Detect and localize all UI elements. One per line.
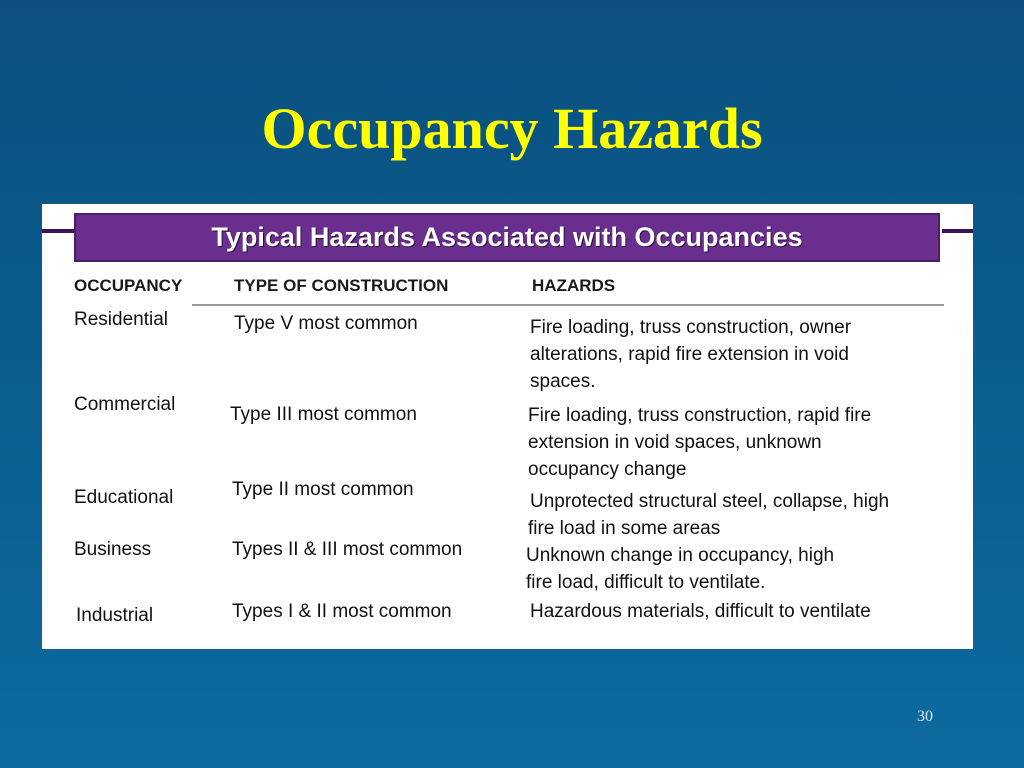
row-industrial-hazards-line1: Hazardous materials, difficult to ventilate: [530, 601, 871, 622]
header-construction: TYPE OF CONSTRUCTION: [234, 276, 449, 295]
row-residential-hazards-line2: alterations, rapid fire extension in void: [530, 344, 849, 365]
row-residential-construction: Type V most common: [234, 313, 418, 334]
row-industrial-occupancy: Industrial: [76, 605, 154, 626]
hazards-table-image: [42, 204, 973, 649]
row-business-hazards-line2: fire load, difficult to ventilate.: [526, 572, 766, 593]
row-industrial-construction: Types I & II most common: [232, 601, 452, 622]
table-banner: Typical Hazards Associated with Occupancies: [74, 213, 940, 262]
row-educational-hazards-line1: Unprotected structural steel, collapse, high: [530, 491, 890, 512]
row-commercial-hazards-line1: Fire loading, truss construction, rapid fire: [528, 405, 872, 426]
row-commercial-hazards-line3: occupancy change: [528, 459, 687, 480]
row-educational-occupancy: Educational: [74, 487, 174, 508]
header-hazards: HAZARDS: [532, 276, 616, 295]
row-commercial-occupancy: Commercial: [74, 394, 176, 415]
row-commercial-construction: Type III most common: [230, 404, 417, 425]
banner-rule-left: [42, 229, 76, 233]
header-occupancy: OCCUPANCY: [74, 276, 183, 295]
row-business-hazards-line1: Unknown change in occupancy, high: [526, 545, 835, 566]
slide-title: Occupancy Hazards: [261, 96, 763, 161]
row-educational-construction: Type II most common: [232, 479, 414, 500]
row-educational-hazards-line2: fire load in some areas: [528, 518, 721, 539]
row-business-construction: Types II & III most common: [232, 539, 463, 560]
header-divider: [192, 304, 944, 306]
banner-rule-right: [942, 229, 973, 233]
row-commercial-hazards-line2: extension in void spaces, unknown: [528, 432, 822, 453]
row-residential-hazards-line1: Fire loading, truss construction, owner: [530, 317, 852, 338]
row-residential-occupancy: Residential: [74, 309, 168, 330]
row-residential-hazards-line3: spaces.: [530, 371, 596, 392]
slide-number: 30: [917, 708, 933, 725]
row-business-occupancy: Business: [74, 539, 152, 560]
